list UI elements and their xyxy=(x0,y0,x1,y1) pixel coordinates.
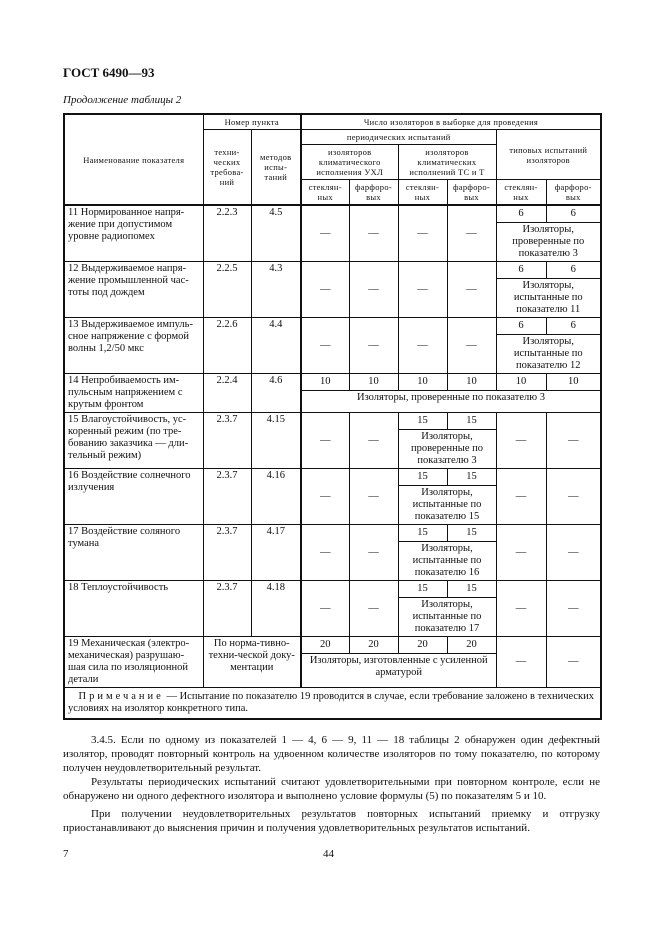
row-name: 16 Воздействие солнечного излучения xyxy=(64,469,203,525)
document-header: ГОСТ 6490—93 xyxy=(63,65,155,80)
table-row xyxy=(64,205,601,223)
row-methods: 4.5 xyxy=(251,205,301,262)
row-value: 20 xyxy=(301,637,349,654)
row-tech: 2.2.3 xyxy=(203,205,251,262)
row-value: 6 xyxy=(546,262,601,279)
body-text xyxy=(63,733,600,835)
row-name: 11 Нормированное напря-жение при допустимом уровне радиопомех xyxy=(64,205,203,262)
row-sample-note: Изоляторы, изготовленные с усиленной арматурой xyxy=(301,654,496,688)
row-value: 10 xyxy=(546,374,601,391)
row-methods: 4.17 xyxy=(251,525,301,581)
row-value: 15 xyxy=(398,525,447,542)
paragraph: При получении неудовлетворительных результатов повторных испытаний приемку и отгрузку приостанавливают до выяснения причин и получения удовлетворительных результатов испытаний. xyxy=(63,808,600,834)
row-value: — xyxy=(447,262,496,318)
row-methods: 4.15 xyxy=(251,413,301,469)
row-tech: 2.3.7 xyxy=(203,525,251,581)
row-value: — xyxy=(349,413,398,469)
table-row xyxy=(64,469,601,486)
table-row xyxy=(64,581,601,598)
row-name: 18 Теплоустойчивость xyxy=(64,581,203,637)
header-porcelain: фарфоро-вых xyxy=(447,180,496,206)
row-tech: 2.2.4 xyxy=(203,374,251,413)
row-value: 15 xyxy=(447,581,496,598)
row-value: 15 xyxy=(447,469,496,486)
header-glass: стеклян-ных xyxy=(496,180,546,206)
row-value: — xyxy=(447,205,496,262)
row-name: 13 Выдерживаемое импуль-сное напряжение с формой волны 1,2/50 мкс xyxy=(64,318,203,374)
row-sample-note: Изоляторы, испытанные по показателю 12 xyxy=(496,335,601,374)
row-value: — xyxy=(496,413,546,469)
row-sample-note: Изоляторы, испытанные по показателю 17 xyxy=(398,598,496,637)
row-value: — xyxy=(301,262,349,318)
row-value: 15 xyxy=(398,413,447,430)
header-type-tests: типовых испытаний изоляторов xyxy=(496,130,601,180)
header-porcelain: фарфоро-вых xyxy=(546,180,601,206)
row-value: 15 xyxy=(398,469,447,486)
table-continuation-caption: Продолжение таблицы 2 xyxy=(63,94,182,106)
header-porcelain: фарфоро-вых xyxy=(349,180,398,206)
row-value: 6 xyxy=(496,262,546,279)
row-value: — xyxy=(496,637,546,688)
row-tech: 2.3.7 xyxy=(203,469,251,525)
page-number: 44 xyxy=(323,848,334,860)
header-tct: изоляторов климатических исполнений ТС и Т xyxy=(398,145,496,180)
row-value: 6 xyxy=(546,318,601,335)
row-value: — xyxy=(349,318,398,374)
row-value: — xyxy=(301,318,349,374)
table-note xyxy=(64,688,601,720)
header-tech: техни-ческих требова-ний xyxy=(203,130,251,206)
row-tech: 2.2.6 xyxy=(203,318,251,374)
row-value: — xyxy=(301,205,349,262)
row-value: 15 xyxy=(398,581,447,598)
row-value: — xyxy=(398,318,447,374)
row-value: 10 xyxy=(398,374,447,391)
row-value: — xyxy=(546,413,601,469)
row-value: — xyxy=(301,413,349,469)
row-value: 10 xyxy=(349,374,398,391)
header-item-no: Номер пункта xyxy=(203,114,301,130)
row-value: — xyxy=(546,581,601,637)
row-sample-note: Изоляторы, проверенные по показателю 3 xyxy=(496,223,601,262)
row-methods: 4.6 xyxy=(251,374,301,413)
row-value: — xyxy=(349,581,398,637)
row-methods: 4.4 xyxy=(251,318,301,374)
paragraph: Результаты периодических испытаний считают удовлетворительными при повторном контроле, если не обнаружено ни одного дефектного изолятора и выполнено условие формулы (5) по показателям 5 и 10. xyxy=(63,776,600,802)
header-uhl: изоляторов климатического исполнения УХЛ xyxy=(301,145,398,180)
row-value: — xyxy=(349,262,398,318)
row-value: 10 xyxy=(496,374,546,391)
row-value: — xyxy=(301,581,349,637)
header-methods: методов испы-таний xyxy=(251,130,301,206)
row-sample-note: Изоляторы, испытанные по показателю 15 xyxy=(398,486,496,525)
row-value: — xyxy=(496,581,546,637)
row-value: — xyxy=(496,525,546,581)
row-value: 20 xyxy=(398,637,447,654)
row-value: 6 xyxy=(546,205,601,223)
table-row xyxy=(64,262,601,279)
footer-left: 7 xyxy=(63,848,69,860)
header-glass: стеклян-ных xyxy=(301,180,349,206)
row-value: 10 xyxy=(301,374,349,391)
table-row xyxy=(64,413,601,430)
row-name: 17 Воздействие соляного тумана xyxy=(64,525,203,581)
row-value: — xyxy=(349,525,398,581)
row-value: 15 xyxy=(447,413,496,430)
paragraph: 3.4.5. Если по одному из показателей 1 — 4, 6 — 9, 11 — 18 таблицы 2 обнаружен один дефектный изолятор, проводят повторный контроль на удвоенном количестве изоляторов по тому показателю, по которому получен неудовлетворительный результат. xyxy=(63,734,600,774)
row-sample-note: Изоляторы, испытанные по показателю 11 xyxy=(496,279,601,318)
row-value: 6 xyxy=(496,205,546,223)
row-name: 12 Выдерживаемое напря-жение промышленной час-тоты под дождем xyxy=(64,262,203,318)
row-sample-note: Изоляторы, испытанные по показателю 16 xyxy=(398,542,496,581)
row-methods: 4.16 xyxy=(251,469,301,525)
row-tech: 2.3.7 xyxy=(203,581,251,637)
row-value: 15 xyxy=(447,525,496,542)
row-methods: 4.18 xyxy=(251,581,301,637)
row-value: — xyxy=(301,469,349,525)
table-note-label: Примечание xyxy=(78,691,164,702)
header-count: Число изоляторов в выборке для проведения xyxy=(301,114,601,130)
row-value: — xyxy=(398,205,447,262)
row-value: 6 xyxy=(496,318,546,335)
row-value: — xyxy=(349,205,398,262)
row-value: 10 xyxy=(447,374,496,391)
row-sample-note: Изоляторы, проверенные по показателю 3 xyxy=(301,391,601,413)
row-value: 20 xyxy=(349,637,398,654)
row-value: — xyxy=(496,469,546,525)
row-value: — xyxy=(546,469,601,525)
row-value: — xyxy=(447,318,496,374)
header-glass: стеклян-ных xyxy=(398,180,447,206)
row-name: 19 Механическая (электро-механическая) разрушаю-шая сила по изоляционной детали xyxy=(64,637,203,688)
row-sample-note: Изоляторы, проверенные по показателю 3 xyxy=(398,430,496,469)
header-periodic: периодических испытаний xyxy=(301,130,496,145)
row-value: — xyxy=(546,637,601,688)
row-tech: 2.2.5 xyxy=(203,262,251,318)
row-name: 15 Влагоустойчивость, ус-коренный режим (по тре-бованию заказчика — дли-тельный режим) xyxy=(64,413,203,469)
row-value: — xyxy=(546,525,601,581)
table-2 xyxy=(63,113,602,720)
row-value: — xyxy=(398,262,447,318)
header-name: Наименование показателя xyxy=(64,114,203,205)
row-methods: 4.3 xyxy=(251,262,301,318)
table-row xyxy=(64,637,601,654)
table-note-text: — Испытание по показателю 19 проводится в случае, если требование заложено в технических условиях на изолятор конкретного типа. xyxy=(68,691,595,714)
table-row xyxy=(64,525,601,542)
table-row xyxy=(64,374,601,391)
row-name: 14 Непробиваемость им-пульсным напряжением с крутым фронтом xyxy=(64,374,203,413)
table-row xyxy=(64,318,601,335)
row-tech-methods: По норма-тивно-техни-ческой доку-ментации xyxy=(203,637,301,688)
row-value: — xyxy=(301,525,349,581)
row-value: 20 xyxy=(447,637,496,654)
row-tech: 2.3.7 xyxy=(203,413,251,469)
row-value: — xyxy=(349,469,398,525)
